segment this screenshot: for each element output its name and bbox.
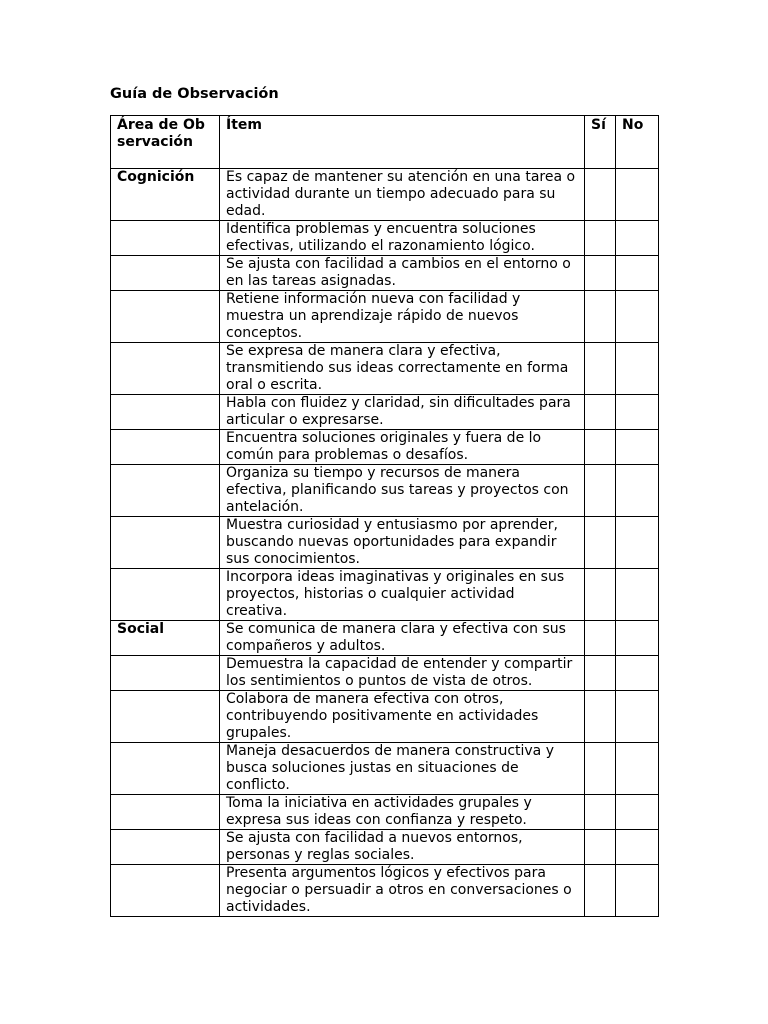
header-area: Área de Observación bbox=[111, 116, 220, 169]
area-cell: Social bbox=[111, 621, 220, 656]
area-cell: Cognición bbox=[111, 169, 220, 221]
si-checkbox-cell[interactable] bbox=[585, 221, 616, 256]
item-cell: Maneja desacuerdos de manera constructiva y busca soluciones justas en situaciones de conflicto. bbox=[220, 743, 585, 795]
table-row bbox=[111, 517, 659, 569]
table-row bbox=[111, 169, 659, 221]
no-checkbox-cell[interactable] bbox=[616, 621, 659, 656]
table-header-row bbox=[111, 116, 659, 169]
table-row bbox=[111, 621, 659, 656]
si-checkbox-cell[interactable] bbox=[585, 795, 616, 830]
item-cell: Se comunica de manera clara y efectiva con sus compañeros y adultos. bbox=[220, 621, 585, 656]
table-row bbox=[111, 795, 659, 830]
no-checkbox-cell[interactable] bbox=[616, 169, 659, 221]
si-checkbox-cell[interactable] bbox=[585, 256, 616, 291]
si-checkbox-cell[interactable] bbox=[585, 430, 616, 465]
si-checkbox-cell[interactable] bbox=[585, 569, 616, 621]
table-row bbox=[111, 395, 659, 430]
item-cell: Se ajusta con facilidad a cambios en el entorno o en las tareas asignadas. bbox=[220, 256, 585, 291]
no-checkbox-cell[interactable] bbox=[616, 743, 659, 795]
no-checkbox-cell[interactable] bbox=[616, 395, 659, 430]
si-checkbox-cell[interactable] bbox=[585, 865, 616, 917]
si-checkbox-cell[interactable] bbox=[585, 656, 616, 691]
si-checkbox-cell[interactable] bbox=[585, 691, 616, 743]
no-checkbox-cell[interactable] bbox=[616, 256, 659, 291]
item-cell: Organiza su tiempo y recursos de manera efectiva, planificando sus tareas y proyectos con antelación. bbox=[220, 465, 585, 517]
item-cell: Muestra curiosidad y entusiasmo por aprender, buscando nuevas oportunidades para expandir sus conocimientos. bbox=[220, 517, 585, 569]
item-cell: Colabora de manera efectiva con otros, contribuyendo positivamente en actividades grupales. bbox=[220, 691, 585, 743]
table-row bbox=[111, 465, 659, 517]
si-checkbox-cell[interactable] bbox=[585, 395, 616, 430]
item-cell: Se ajusta con facilidad a nuevos entornos, personas y reglas sociales. bbox=[220, 830, 585, 865]
area-cell bbox=[111, 465, 220, 517]
si-checkbox-cell[interactable] bbox=[585, 343, 616, 395]
area-cell bbox=[111, 656, 220, 691]
item-cell: Presenta argumentos lógicos y efectivos para negociar o persuadir a otros en conversaciones o actividades. bbox=[220, 865, 585, 917]
no-checkbox-cell[interactable] bbox=[616, 865, 659, 917]
area-cell bbox=[111, 343, 220, 395]
no-checkbox-cell[interactable] bbox=[616, 291, 659, 343]
header-item: Ítem bbox=[220, 116, 585, 169]
area-cell bbox=[111, 291, 220, 343]
no-checkbox-cell[interactable] bbox=[616, 656, 659, 691]
no-checkbox-cell[interactable] bbox=[616, 430, 659, 465]
no-checkbox-cell[interactable] bbox=[616, 517, 659, 569]
item-cell: Encuentra soluciones originales y fuera de lo común para problemas o desafíos. bbox=[220, 430, 585, 465]
area-cell bbox=[111, 865, 220, 917]
table-row bbox=[111, 656, 659, 691]
no-checkbox-cell[interactable] bbox=[616, 343, 659, 395]
item-cell: Demuestra la capacidad de entender y compartir los sentimientos o puntos de vista de otros. bbox=[220, 656, 585, 691]
table-row bbox=[111, 430, 659, 465]
area-cell bbox=[111, 743, 220, 795]
item-cell: Retiene información nueva con facilidad y muestra un aprendizaje rápido de nuevos conceptos. bbox=[220, 291, 585, 343]
table-row bbox=[111, 256, 659, 291]
si-checkbox-cell[interactable] bbox=[585, 291, 616, 343]
area-cell bbox=[111, 221, 220, 256]
si-checkbox-cell[interactable] bbox=[585, 465, 616, 517]
area-cell bbox=[111, 395, 220, 430]
observation-table bbox=[110, 115, 659, 917]
item-cell: Toma la iniciativa en actividades grupales y expresa sus ideas con confianza y respeto. bbox=[220, 795, 585, 830]
item-cell: Es capaz de mantener su atención en una tarea o actividad durante un tiempo adecuado para su edad. bbox=[220, 169, 585, 221]
si-checkbox-cell[interactable] bbox=[585, 169, 616, 221]
no-checkbox-cell[interactable] bbox=[616, 221, 659, 256]
table-row bbox=[111, 743, 659, 795]
area-cell bbox=[111, 569, 220, 621]
area-cell bbox=[111, 830, 220, 865]
item-cell: Incorpora ideas imaginativas y originales en sus proyectos, historias o cualquier actividad creativa. bbox=[220, 569, 585, 621]
item-cell: Identifica problemas y encuentra soluciones efectivas, utilizando el razonamiento lógico. bbox=[220, 221, 585, 256]
no-checkbox-cell[interactable] bbox=[616, 830, 659, 865]
table-row bbox=[111, 343, 659, 395]
table-row bbox=[111, 691, 659, 743]
table-body bbox=[111, 169, 659, 917]
area-cell bbox=[111, 795, 220, 830]
item-cell: Se expresa de manera clara y efectiva, transmitiendo sus ideas correctamente en forma oral o escrita. bbox=[220, 343, 585, 395]
area-cell bbox=[111, 517, 220, 569]
si-checkbox-cell[interactable] bbox=[585, 743, 616, 795]
no-checkbox-cell[interactable] bbox=[616, 691, 659, 743]
table-row bbox=[111, 291, 659, 343]
no-checkbox-cell[interactable] bbox=[616, 795, 659, 830]
area-cell bbox=[111, 256, 220, 291]
si-checkbox-cell[interactable] bbox=[585, 830, 616, 865]
si-checkbox-cell[interactable] bbox=[585, 517, 616, 569]
table-row bbox=[111, 569, 659, 621]
no-checkbox-cell[interactable] bbox=[616, 465, 659, 517]
header-no: No bbox=[616, 116, 659, 169]
table-row bbox=[111, 865, 659, 917]
header-si: Sí bbox=[585, 116, 616, 169]
si-checkbox-cell[interactable] bbox=[585, 621, 616, 656]
table-row bbox=[111, 830, 659, 865]
page-title: Guía de Observación bbox=[110, 86, 279, 102]
item-cell: Habla con fluidez y claridad, sin dificultades para articular o expresarse. bbox=[220, 395, 585, 430]
table-row bbox=[111, 221, 659, 256]
no-checkbox-cell[interactable] bbox=[616, 569, 659, 621]
area-cell bbox=[111, 430, 220, 465]
area-cell bbox=[111, 691, 220, 743]
